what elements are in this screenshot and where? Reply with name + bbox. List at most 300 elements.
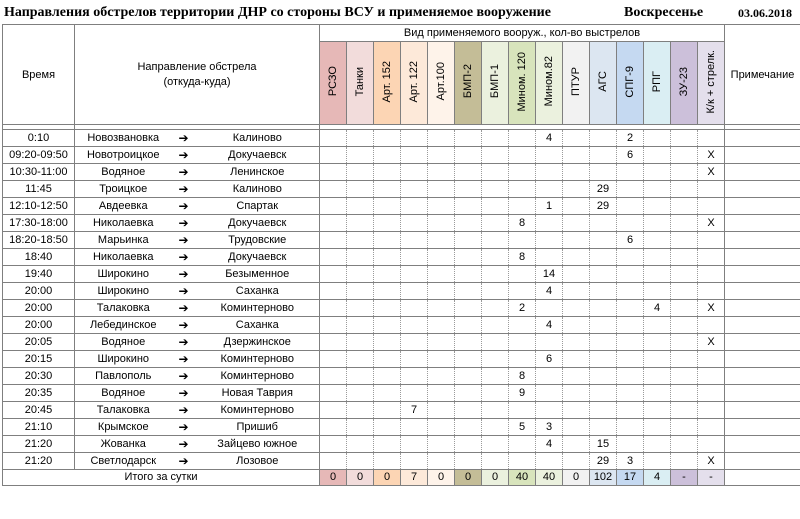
row-count [401, 147, 428, 164]
arrow-icon: ➔ [172, 215, 196, 232]
arrow-icon: ➔ [172, 300, 196, 317]
row-note [725, 147, 800, 164]
row-count [617, 266, 644, 283]
row-count [401, 198, 428, 215]
row-count: 2 [617, 130, 644, 147]
row-count [644, 368, 671, 385]
row-count [374, 368, 401, 385]
row-count [347, 453, 374, 470]
row-count [374, 419, 401, 436]
row-count [617, 334, 644, 351]
row-count [320, 385, 347, 402]
row-count [320, 266, 347, 283]
row-count [563, 130, 590, 147]
row-count [401, 266, 428, 283]
row-count [482, 334, 509, 351]
header-weapon-10 [563, 42, 590, 125]
header-weapon-4 [401, 42, 428, 125]
header-weapon-6 [455, 42, 482, 125]
row-note [725, 334, 800, 351]
row-count [401, 130, 428, 147]
header-weapon-2 [347, 42, 374, 125]
row-count [482, 368, 509, 385]
row-count [563, 215, 590, 232]
row-count [644, 249, 671, 266]
row-time: 21:20 [3, 453, 75, 470]
row-to: Трудовские [196, 232, 320, 249]
row-count [374, 130, 401, 147]
row-count: 4 [536, 436, 563, 453]
row-note [725, 215, 800, 232]
row-count [509, 453, 536, 470]
arrow-icon: ➔ [172, 368, 196, 385]
row-count [536, 147, 563, 164]
row-count [563, 436, 590, 453]
row-count [644, 266, 671, 283]
row-note [725, 164, 800, 181]
title-text: Направления обстрелов территории ДНР со стороны ВСУ и применяемое вооружение [4, 5, 551, 20]
table-row [3, 283, 800, 300]
header-weapon-label: РСЗО [327, 66, 339, 97]
row-to: Коминтерново [196, 351, 320, 368]
row-count [320, 181, 347, 198]
row-count [401, 351, 428, 368]
row-to: Докучаевск [196, 147, 320, 164]
row-count [320, 436, 347, 453]
row-count [320, 232, 347, 249]
row-count [671, 232, 698, 249]
arrow-icon: ➔ [172, 232, 196, 249]
row-time: 20:05 [3, 334, 75, 351]
total-count: 0 [320, 470, 347, 486]
row-count [617, 436, 644, 453]
header-weapon-7 [482, 42, 509, 125]
row-count [455, 300, 482, 317]
row-count [509, 283, 536, 300]
row-count [590, 232, 617, 249]
row-count: 2 [509, 300, 536, 317]
row-note [725, 317, 800, 334]
row-count [482, 317, 509, 334]
row-count [347, 283, 374, 300]
row-count [590, 402, 617, 419]
row-count: X [698, 300, 725, 317]
row-count [455, 164, 482, 181]
row-count [347, 181, 374, 198]
row-time: 21:20 [3, 436, 75, 453]
row-count [455, 402, 482, 419]
row-count [509, 351, 536, 368]
row-from: Светлодарск [75, 453, 172, 470]
arrow-icon: ➔ [172, 436, 196, 453]
row-note [725, 130, 800, 147]
row-count [401, 317, 428, 334]
title-day: Воскресенье [624, 5, 704, 20]
row-count [536, 215, 563, 232]
row-note [725, 232, 800, 249]
row-count [347, 215, 374, 232]
header-weapon-label: ПТУР [570, 67, 582, 96]
row-count [320, 130, 347, 147]
row-count: X [698, 334, 725, 351]
total-count: 0 [347, 470, 374, 486]
table-row [3, 130, 800, 147]
row-count: 6 [536, 351, 563, 368]
row-from: Водяное [75, 334, 172, 351]
row-count [428, 453, 455, 470]
arrow-icon: ➔ [172, 351, 196, 368]
row-to: Докучаевск [196, 249, 320, 266]
header-weapon-label: Мином. 120 [516, 51, 528, 112]
row-count [617, 419, 644, 436]
row-count: 6 [617, 232, 644, 249]
arrow-icon: ➔ [172, 283, 196, 300]
row-count [644, 283, 671, 300]
row-note [725, 368, 800, 385]
row-from: Крымское [75, 419, 172, 436]
row-time: 20:35 [3, 385, 75, 402]
row-count [428, 266, 455, 283]
row-time: 0:10 [3, 130, 75, 147]
row-count [563, 249, 590, 266]
row-count [617, 317, 644, 334]
row-count [698, 181, 725, 198]
row-count [428, 130, 455, 147]
row-count: 14 [536, 266, 563, 283]
row-time: 20:00 [3, 283, 75, 300]
table-row [3, 198, 800, 215]
row-count: 8 [509, 368, 536, 385]
row-count [347, 317, 374, 334]
row-count [428, 181, 455, 198]
row-count [509, 317, 536, 334]
row-count [347, 249, 374, 266]
row-count: 29 [590, 198, 617, 215]
row-time: 20:30 [3, 368, 75, 385]
row-note [725, 300, 800, 317]
table-row [3, 232, 800, 249]
row-count [455, 249, 482, 266]
table-row [3, 266, 800, 283]
row-count [563, 164, 590, 181]
row-count [374, 436, 401, 453]
header-weapon-15 [698, 42, 725, 125]
row-count [590, 419, 617, 436]
row-count [347, 130, 374, 147]
row-count [590, 317, 617, 334]
row-count [455, 198, 482, 215]
total-count: 0 [563, 470, 590, 486]
row-count: 3 [536, 419, 563, 436]
row-count: 3 [617, 453, 644, 470]
row-time: 09:20-09:50 [3, 147, 75, 164]
row-count [590, 266, 617, 283]
row-count [590, 300, 617, 317]
row-count [590, 130, 617, 147]
total-count: 0 [374, 470, 401, 486]
row-count [509, 130, 536, 147]
row-count [320, 419, 347, 436]
row-to: Дзержинское [196, 334, 320, 351]
row-count [401, 436, 428, 453]
row-count [671, 215, 698, 232]
arrow-icon: ➔ [172, 164, 196, 181]
row-time: 10:30-11:00 [3, 164, 75, 181]
row-count [455, 317, 482, 334]
row-count [671, 419, 698, 436]
row-count [590, 164, 617, 181]
row-from: Талаковка [75, 300, 172, 317]
row-count: 29 [590, 453, 617, 470]
row-count [698, 249, 725, 266]
table-row [3, 300, 800, 317]
row-count [698, 317, 725, 334]
row-count [536, 385, 563, 402]
row-from: Широкино [75, 283, 172, 300]
row-count [617, 164, 644, 181]
row-count [320, 334, 347, 351]
row-count: 8 [509, 215, 536, 232]
header-weapon-14 [671, 42, 698, 125]
header-weapon-label: К/к + стрелк. [705, 49, 717, 114]
row-count [644, 317, 671, 334]
total-count: 40 [536, 470, 563, 486]
row-count [644, 334, 671, 351]
header-time: Время [3, 25, 75, 125]
row-count [482, 249, 509, 266]
row-count [509, 181, 536, 198]
row-note [725, 283, 800, 300]
row-count [401, 249, 428, 266]
row-time: 20:00 [3, 317, 75, 334]
table-row [3, 334, 800, 351]
row-count [320, 317, 347, 334]
row-count: 4 [644, 300, 671, 317]
row-count [698, 351, 725, 368]
arrow-icon: ➔ [172, 317, 196, 334]
row-time: 18:40 [3, 249, 75, 266]
row-count [509, 266, 536, 283]
row-count [401, 164, 428, 181]
row-to: Зайцево южное [196, 436, 320, 453]
table-row [3, 351, 800, 368]
row-from: Широкино [75, 351, 172, 368]
row-count [590, 147, 617, 164]
row-count [671, 334, 698, 351]
row-from: Авдеевка [75, 198, 172, 215]
row-count [374, 147, 401, 164]
row-count [644, 215, 671, 232]
row-count [509, 147, 536, 164]
row-to: Новая Таврия [196, 385, 320, 402]
header-weapon-label: Арт. 152 [381, 60, 393, 103]
row-count [482, 436, 509, 453]
row-count [374, 198, 401, 215]
header-weapon-label: БМП-1 [489, 64, 501, 99]
row-count [536, 181, 563, 198]
row-from: Талаковка [75, 402, 172, 419]
row-count [563, 419, 590, 436]
row-count [347, 334, 374, 351]
row-count [401, 453, 428, 470]
row-from: Троицкое [75, 181, 172, 198]
arrow-icon: ➔ [172, 419, 196, 436]
row-count [671, 164, 698, 181]
row-count [563, 385, 590, 402]
row-count [563, 300, 590, 317]
row-count [644, 130, 671, 147]
row-count [428, 436, 455, 453]
header-weapon-3 [374, 42, 401, 125]
row-count [617, 385, 644, 402]
row-note [725, 385, 800, 402]
row-count [509, 402, 536, 419]
row-count [617, 300, 644, 317]
row-count [455, 419, 482, 436]
row-count [563, 351, 590, 368]
row-count [698, 385, 725, 402]
row-count [428, 232, 455, 249]
row-count: 8 [509, 249, 536, 266]
header-weapons-group: Вид применяемого вооруж., кол-во выстрелов [320, 25, 725, 42]
row-count [590, 334, 617, 351]
row-count [455, 334, 482, 351]
row-from: Лебединское [75, 317, 172, 334]
row-count [563, 453, 590, 470]
row-count [455, 436, 482, 453]
total-count: 102 [590, 470, 617, 486]
row-count [347, 300, 374, 317]
row-to: Коминтерново [196, 402, 320, 419]
row-count [644, 402, 671, 419]
row-count [698, 232, 725, 249]
row-from: Николаевка [75, 215, 172, 232]
row-count [698, 266, 725, 283]
row-count [401, 419, 428, 436]
row-count [455, 130, 482, 147]
row-note [725, 402, 800, 419]
row-to: Калиново [196, 130, 320, 147]
row-count [671, 368, 698, 385]
row-count [536, 453, 563, 470]
header-weapon-label: БМП-2 [462, 64, 474, 99]
row-time: 20:00 [3, 300, 75, 317]
header-weapon-11 [590, 42, 617, 125]
arrow-icon: ➔ [172, 198, 196, 215]
table-row [3, 181, 800, 198]
header-weapon-9 [536, 42, 563, 125]
row-count [590, 283, 617, 300]
row-count [617, 283, 644, 300]
row-count [455, 147, 482, 164]
row-count [428, 215, 455, 232]
arrow-icon: ➔ [172, 453, 196, 470]
row-count: X [698, 164, 725, 181]
table-row [3, 215, 800, 232]
row-count [374, 181, 401, 198]
header-direction [75, 25, 320, 125]
row-count [536, 334, 563, 351]
row-count [590, 368, 617, 385]
row-count [482, 198, 509, 215]
header-weapon-12 [617, 42, 644, 125]
row-note [725, 419, 800, 436]
row-note [725, 351, 800, 368]
row-count [374, 300, 401, 317]
total-count: - [671, 470, 698, 486]
row-from: Жованка [75, 436, 172, 453]
row-count [428, 351, 455, 368]
row-count: 6 [617, 147, 644, 164]
row-count [644, 181, 671, 198]
row-time: 18:20-18:50 [3, 232, 75, 249]
row-count [644, 147, 671, 164]
table-row [3, 436, 800, 453]
row-count [536, 300, 563, 317]
row-to: Калиново [196, 181, 320, 198]
row-count [671, 385, 698, 402]
row-count [320, 147, 347, 164]
total-count: 17 [617, 470, 644, 486]
row-count: 7 [401, 402, 428, 419]
row-from: Водяное [75, 385, 172, 402]
row-count [455, 385, 482, 402]
row-count [590, 249, 617, 266]
row-time: 11:45 [3, 181, 75, 198]
row-count [320, 249, 347, 266]
row-count [374, 232, 401, 249]
row-count [698, 198, 725, 215]
row-time: 17:30-18:00 [3, 215, 75, 232]
row-count [401, 181, 428, 198]
row-count [671, 351, 698, 368]
row-count [671, 317, 698, 334]
row-count [428, 249, 455, 266]
row-count [374, 402, 401, 419]
row-count [617, 402, 644, 419]
total-count: - [698, 470, 725, 486]
row-count [509, 436, 536, 453]
row-count [428, 300, 455, 317]
row-count [644, 419, 671, 436]
row-count: 4 [536, 283, 563, 300]
row-to: Спартак [196, 198, 320, 215]
row-count [617, 181, 644, 198]
row-count [644, 351, 671, 368]
row-count [428, 385, 455, 402]
header-weapon-label: РПГ [651, 70, 663, 93]
row-count [482, 130, 509, 147]
shelling-table [2, 24, 800, 486]
row-count [482, 232, 509, 249]
row-count [401, 368, 428, 385]
row-from: Николаевка [75, 249, 172, 266]
row-count [428, 317, 455, 334]
arrow-icon: ➔ [172, 130, 196, 147]
row-count [347, 266, 374, 283]
row-count [482, 419, 509, 436]
row-count [320, 368, 347, 385]
row-count [590, 215, 617, 232]
row-count [671, 181, 698, 198]
row-count [347, 368, 374, 385]
row-count [374, 266, 401, 283]
arrow-icon: ➔ [172, 266, 196, 283]
row-from: Новотроицкое [75, 147, 172, 164]
row-count [698, 436, 725, 453]
header-weapon-1 [320, 42, 347, 125]
table-row [3, 164, 800, 181]
